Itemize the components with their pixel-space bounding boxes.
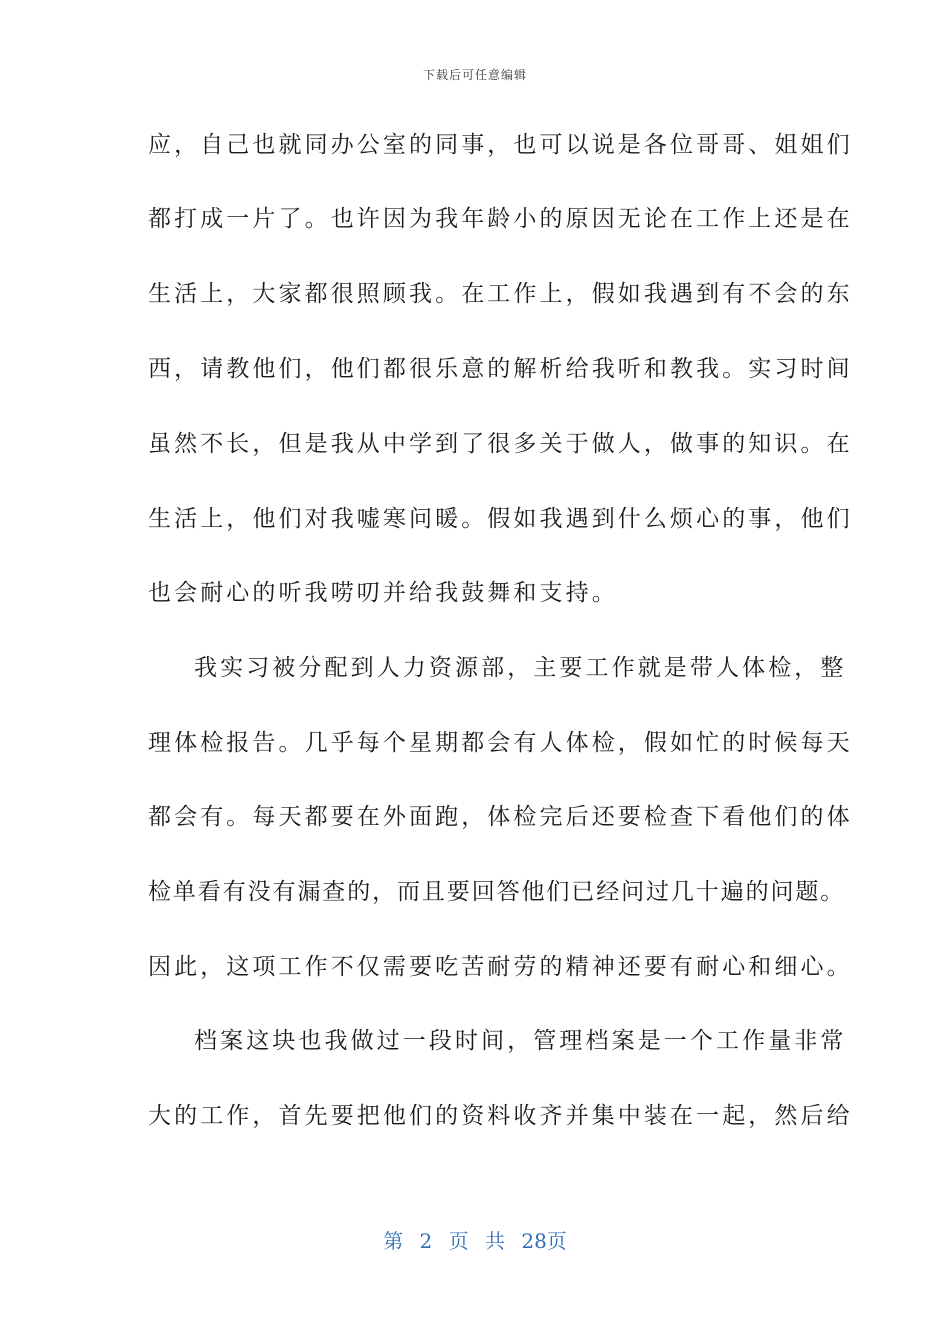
text-line: 生活上，他们对我嘘寒问暖。假如我遇到什么烦心的事，他们 bbox=[148, 506, 853, 532]
text-line: 检单看有没有漏查的，而且要回答他们已经问过几十遍的问题。 bbox=[148, 879, 846, 905]
text-line: 都打成一片了。也许因为我年龄小的原因无论在工作上还是在 bbox=[148, 206, 853, 232]
text-line: 西，请教他们，他们都很乐意的解析给我听和教我。实习时间 bbox=[148, 356, 853, 382]
text-line: 都会有。每天都要在外面跑，体检完后还要检查下看他们的体 bbox=[148, 804, 853, 830]
text-line: 理体检报告。几乎每个星期都会有人体检，假如忙的时候每天 bbox=[148, 730, 853, 756]
text-line: 生活上，大家都很照顾我。在工作上，假如我遇到有不会的东 bbox=[148, 281, 853, 307]
text-line: 也会耐心的听我唠叨并给我鼓舞和支持。 bbox=[148, 580, 618, 606]
page-header: 下载后可任意编辑 bbox=[422, 68, 527, 82]
paragraph-first-line: 我实习被分配到人力资源部，主要工作就是带人体检，整 bbox=[194, 655, 847, 681]
paragraph-first-line: 档案这块也我做过一段时间，管理档案是一个工作量非常 bbox=[194, 1028, 847, 1054]
page-footer: 第 2 页 共 28页 bbox=[383, 1229, 567, 1253]
text-line: 应，自己也就同办公室的同事，也可以说是各位哥哥、姐姐们 bbox=[148, 132, 853, 158]
text-line: 大的工作，首先要把他们的资料收齐并集中装在一起，然后给 bbox=[148, 1103, 853, 1129]
text-line: 因此，这项工作不仅需要吃苦耐劳的精神还要有耐心和细心。 bbox=[148, 954, 853, 980]
text-line: 虽然不长，但是我从中学到了很多关于做人，做事的知识。在 bbox=[148, 431, 853, 457]
